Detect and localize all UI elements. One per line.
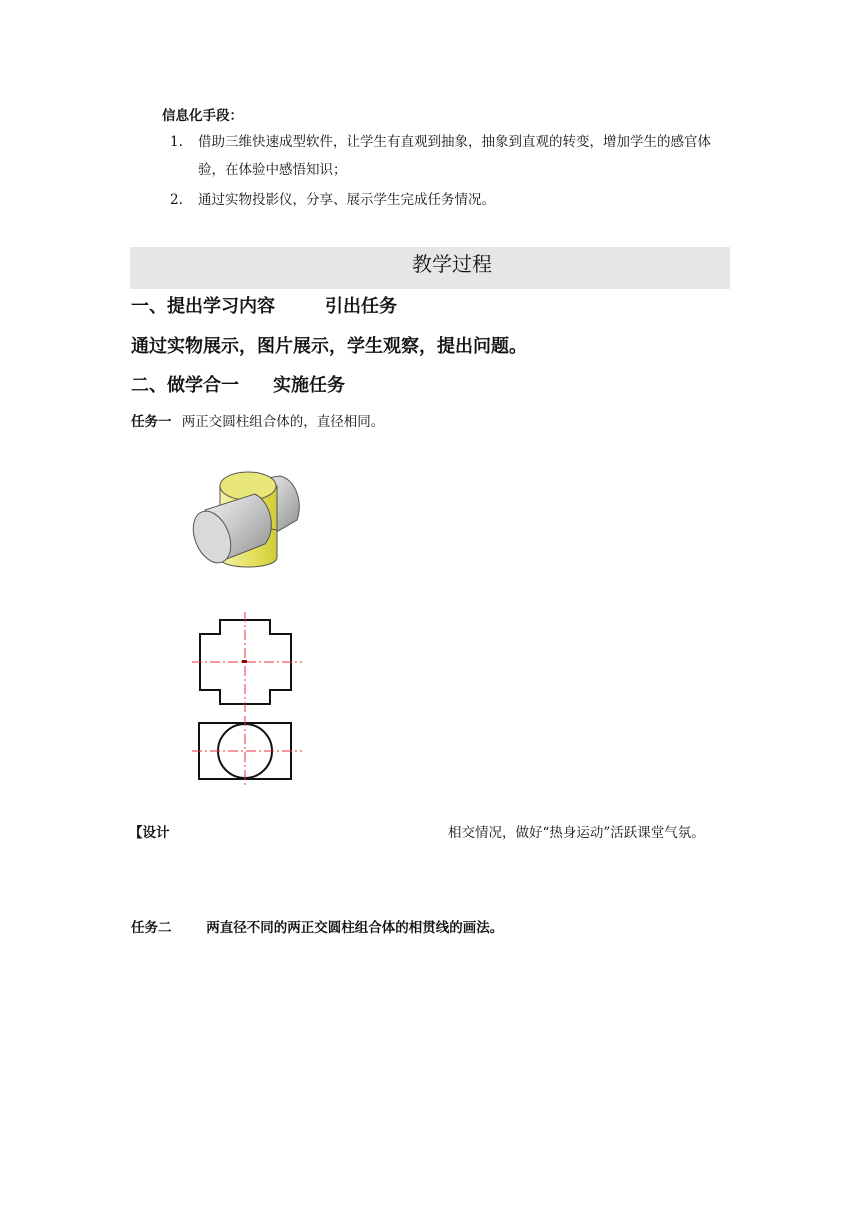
task-text: 两直径不同的两正交圆柱组合体的相贯线的画法。 <box>206 920 504 936</box>
banner-title: 教学过程 <box>412 252 492 276</box>
list-text: 借助三维快速成型软件，让学生有直观到抽象，抽象到直观的转变，增加学生的感官体验，在体验中感悟知识； <box>198 134 711 178</box>
list-number: 1. <box>170 134 183 150</box>
cylinders-3d-illustration <box>185 458 310 576</box>
task-label: 任务一 <box>131 414 172 430</box>
section-body: 通过实物展示，图片展示，学生观察，提出问题。 <box>131 336 527 357</box>
section-subtitle: 引出任务 <box>325 296 397 317</box>
task-label: 任务二 <box>131 920 172 936</box>
top-view-drawing <box>190 716 305 786</box>
list-text: 通过实物投影仪，分享、展示学生完成任务情况。 <box>198 192 495 208</box>
center-mark <box>242 660 247 663</box>
section-banner <box>130 247 730 289</box>
task-two-line <box>131 916 503 936</box>
info-heading: 信息化手段： <box>162 108 243 124</box>
task-one-line <box>131 410 384 430</box>
top-view-circle <box>218 724 272 778</box>
list-number: 2. <box>170 192 183 208</box>
design-text: 相交情况，做好“热身运动”活跃课堂气氛。 <box>448 825 705 841</box>
section-title: 一、提出学习内容 <box>131 296 275 317</box>
design-label: 【设计 <box>129 825 170 841</box>
section-title: 二、做学合一 <box>131 375 239 396</box>
section-subtitle: 实施任务 <box>273 375 345 396</box>
task-text: 两正交圆柱组合体的，直径相同。 <box>181 414 385 430</box>
front-view-drawing <box>190 612 305 712</box>
